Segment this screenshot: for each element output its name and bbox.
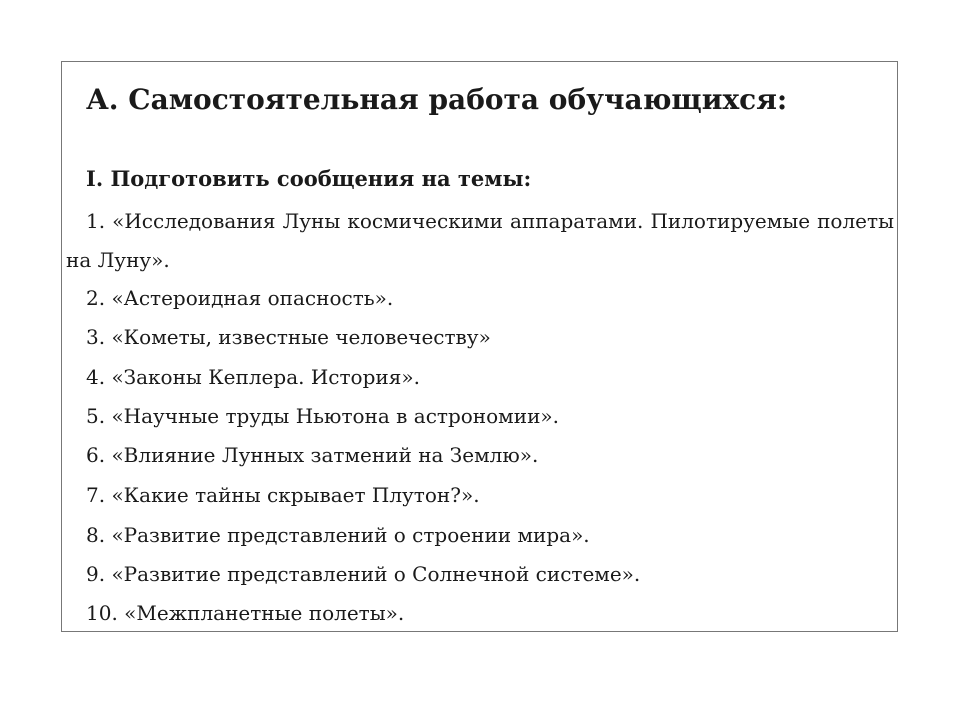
- topic-item-3: 3. «Кометы, известные человечеству»: [86, 325, 491, 349]
- page-title: А. Самостоятельная работа обучающихся:: [86, 83, 788, 116]
- topic-item-2: 2. «Астероидная опасность».: [86, 286, 394, 310]
- section-heading: I. Подготовить сообщения на темы:: [86, 166, 532, 191]
- topic-item-7: 7. «Какие тайны скрывает Плутон?».: [86, 483, 480, 507]
- topic-item-1: 1. «Исследования Луны космическими аппаратами. Пилотируемые полеты на Луну».: [66, 209, 894, 272]
- topic-item-8: 8. «Развитие представлений о строении мира».: [86, 523, 590, 547]
- topic-item-9: 9. «Развитие представлений о Солнечной системе».: [86, 562, 641, 586]
- topic-item-5: 5. «Научные труды Ньютона в астрономии».: [86, 404, 559, 428]
- topic-item-4: 4. «Законы Кеплера. История».: [86, 365, 420, 389]
- topic-item-6: 6. «Влияние Лунных затмений на Землю».: [86, 443, 539, 467]
- topic-item-10: 10. «Межпланетные полеты».: [86, 601, 405, 625]
